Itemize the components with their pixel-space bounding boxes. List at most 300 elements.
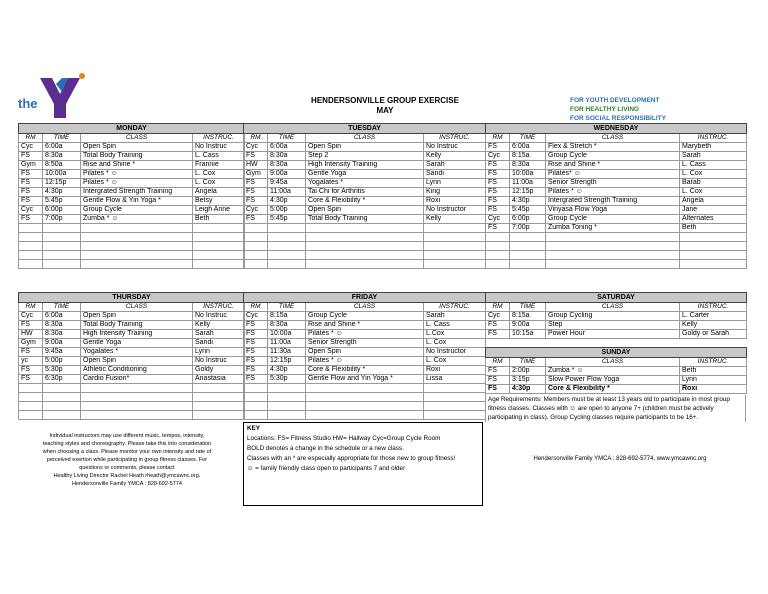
table-cell <box>486 260 510 269</box>
key-box <box>243 422 483 506</box>
table-cell: FS <box>19 179 43 188</box>
ymca-logo <box>18 70 90 120</box>
table-cell: 6:00p <box>510 215 546 224</box>
table-cell: Gym <box>19 161 43 170</box>
table-row <box>486 179 747 188</box>
table-cell: Cyc <box>244 206 268 215</box>
table-cell: Lynn <box>680 376 747 385</box>
tagline <box>570 96 666 123</box>
table-row <box>244 233 486 242</box>
table-cell: Core & Flexibility * <box>306 366 424 375</box>
saturday-schedule-table <box>485 292 747 339</box>
column-header-time: TIME <box>510 134 546 143</box>
table-cell: FS <box>486 170 510 179</box>
table-cell: FS <box>244 179 268 188</box>
table-cell <box>244 242 268 251</box>
table-cell: FS <box>486 179 510 188</box>
table-cell: L. Cox <box>424 357 486 366</box>
table-cell <box>244 384 268 393</box>
column-header-time: TIME <box>510 358 546 367</box>
table-cell: Alternates <box>680 215 747 224</box>
table-cell: L. Carter <box>680 312 747 321</box>
table-cell: Kelly <box>193 321 245 330</box>
monday-schedule-table <box>18 123 245 269</box>
table-cell: Open Spin <box>306 206 424 215</box>
table-cell: L. Cass <box>424 321 486 330</box>
table-row <box>244 366 486 375</box>
table-cell: Sarah <box>424 312 486 321</box>
table-cell: L. Cox <box>680 188 747 197</box>
table-row <box>19 393 245 402</box>
table-cell: Senior Strength <box>546 179 680 188</box>
table-cell: Vinyasa Flow Yoga <box>546 206 680 215</box>
table-row <box>244 224 486 233</box>
table-cell: No Instruc <box>193 143 245 152</box>
table-cell: 7:00p <box>510 224 546 233</box>
table-cell <box>81 233 193 242</box>
table-row <box>19 143 245 152</box>
table-row <box>19 357 245 366</box>
table-cell <box>19 411 43 420</box>
table-cell: Yogalates * <box>81 348 193 357</box>
column-header-time: TIME <box>510 303 546 312</box>
table-cell: FS <box>486 197 510 206</box>
table-row <box>486 367 747 376</box>
table-cell: FS <box>19 366 43 375</box>
table-cell: No Instruc <box>193 312 245 321</box>
table-cell: 11:00a <box>268 188 306 197</box>
table-cell: 5:30p <box>268 375 306 384</box>
table-cell: FS <box>486 143 510 152</box>
table-cell <box>43 242 81 251</box>
table-cell: Slow Power Flow Yoga <box>546 376 680 385</box>
column-header-rm: RM <box>244 303 268 312</box>
table-cell: Cyc <box>19 206 43 215</box>
table-cell <box>81 251 193 260</box>
table-cell <box>424 224 486 233</box>
table-cell: Cyc <box>486 312 510 321</box>
table-row <box>19 312 245 321</box>
friday-schedule-table <box>243 292 486 420</box>
table-cell <box>510 260 546 269</box>
table-cell <box>81 402 193 411</box>
table-row <box>19 375 245 384</box>
table-cell <box>306 224 424 233</box>
table-cell: Barab <box>680 179 747 188</box>
note-line: teaching styles and choreography. Please take this into consideration <box>42 441 212 447</box>
table-cell: Lynn <box>193 348 245 357</box>
table-row <box>19 179 245 188</box>
table-cell: 8:30a <box>43 152 81 161</box>
table-cell: 10:00a <box>510 170 546 179</box>
table-cell: FS <box>486 224 510 233</box>
column-header-class: CLASS <box>546 303 680 312</box>
table-cell: 10:00a <box>43 170 81 179</box>
key-title: KEY <box>247 425 260 432</box>
table-cell: 7:00p <box>43 215 81 224</box>
table-cell: 6:00p <box>43 206 81 215</box>
table-cell <box>510 242 546 251</box>
table-cell: Group Cycling <box>546 312 680 321</box>
column-header-class: CLASS <box>81 303 193 312</box>
table-cell <box>268 402 306 411</box>
table-cell <box>43 260 81 269</box>
table-row <box>19 366 245 375</box>
column-header-time: TIME <box>43 303 81 312</box>
tuesday-schedule-table <box>243 123 486 269</box>
table-cell: FS <box>244 339 268 348</box>
table-cell: Goldy <box>193 366 245 375</box>
tagline-youth: FOR YOUTH DEVELOPMENT <box>570 97 660 104</box>
table-cell <box>244 411 268 420</box>
table-cell <box>546 260 680 269</box>
table-row <box>19 402 245 411</box>
table-row <box>486 376 747 385</box>
table-cell: Anastasia <box>193 375 245 384</box>
table-cell <box>268 393 306 402</box>
table-cell <box>43 233 81 242</box>
table-row <box>19 224 245 233</box>
table-cell: 4:30p <box>268 197 306 206</box>
table-cell: 4:30p <box>510 197 546 206</box>
table-cell: 8:30a <box>510 161 546 170</box>
table-cell: FS <box>19 152 43 161</box>
table-cell <box>193 411 245 420</box>
table-cell: HW <box>19 330 43 339</box>
table-cell: Roxi <box>680 385 747 394</box>
table-cell: Kelly <box>680 321 747 330</box>
table-cell: 10:15a <box>510 330 546 339</box>
table-cell: FS <box>486 385 510 394</box>
table-row <box>486 152 747 161</box>
table-cell <box>306 411 424 420</box>
column-header-time: TIME <box>268 134 306 143</box>
table-row <box>486 233 747 242</box>
table-cell: 9:00a <box>510 321 546 330</box>
table-row <box>486 143 747 152</box>
table-cell: FS <box>19 375 43 384</box>
table-cell: Pilates * ☺ <box>306 330 424 339</box>
table-cell: Cyc <box>19 312 43 321</box>
table-cell: FS <box>244 375 268 384</box>
table-cell <box>306 260 424 269</box>
table-row <box>486 330 747 339</box>
table-cell <box>19 251 43 260</box>
column-header-instruc: INSTRUC. <box>680 303 747 312</box>
table-cell: Open Spin <box>81 143 193 152</box>
table-cell: L.Cox <box>424 330 486 339</box>
table-cell <box>486 233 510 242</box>
table-cell: Step 2 <box>306 152 424 161</box>
saturday-day-header: SATURDAY <box>486 293 747 303</box>
table-row <box>19 233 245 242</box>
table-cell: Gym <box>19 339 43 348</box>
table-row <box>244 215 486 224</box>
note-line: questions or comments, please contact <box>79 465 175 471</box>
key-bold-note: BOLD denotes a change in the schedule or a new class. <box>247 445 404 452</box>
table-cell: FS <box>244 197 268 206</box>
table-row <box>486 161 747 170</box>
table-row <box>19 170 245 179</box>
table-cell: FS <box>486 330 510 339</box>
table-cell: No Instructor <box>424 206 486 215</box>
column-header-rm: RM <box>244 134 268 143</box>
monday-day-header: MONDAY <box>19 124 245 134</box>
table-cell: FS <box>486 188 510 197</box>
table-cell: 9:45a <box>43 348 81 357</box>
table-cell: FS <box>19 170 43 179</box>
note-line: Healthy Living Director Rachel Heath rheath@ymcawnc.org. <box>53 473 201 479</box>
table-cell: Lynn <box>424 179 486 188</box>
table-cell: FS <box>244 366 268 375</box>
table-cell <box>268 224 306 233</box>
column-header-instruc: INSTRUC. <box>680 134 747 143</box>
table-cell: FS <box>486 367 510 376</box>
table-cell: Intergrated Strength Training <box>81 188 193 197</box>
table-cell: 6:00a <box>268 143 306 152</box>
table-cell: Flex & Stretch * <box>546 143 680 152</box>
key-locations: Locations: FS= Fitness Studio HW= Hallway Cyc=Group Cycle Room <box>247 435 441 442</box>
table-row <box>244 179 486 188</box>
column-header-rm: RM <box>486 303 510 312</box>
table-row <box>19 188 245 197</box>
table-row <box>486 385 747 394</box>
table-cell: 5:30p <box>43 366 81 375</box>
table-cell: Pilates * ☺ <box>81 179 193 188</box>
wednesday-day-header: WEDNESDAY <box>486 124 747 134</box>
table-cell: FS <box>486 321 510 330</box>
table-row <box>19 339 245 348</box>
table-cell: 8:15a <box>268 312 306 321</box>
table-row <box>486 321 747 330</box>
table-row <box>19 206 245 215</box>
table-cell: Group Cycle <box>546 215 680 224</box>
table-cell: 5:45p <box>43 197 81 206</box>
table-cell: Cardio Fusion* <box>81 375 193 384</box>
table-cell: L. Cox <box>193 179 245 188</box>
table-cell: Gentle Flow and Yin Yoga * <box>306 375 424 384</box>
table-cell <box>244 224 268 233</box>
table-cell <box>268 251 306 260</box>
table-cell <box>81 411 193 420</box>
table-cell: FS <box>19 348 43 357</box>
table-cell: FS <box>19 321 43 330</box>
thursday-day-header: THURSDAY <box>19 293 245 303</box>
table-cell: Group Cycle <box>546 152 680 161</box>
table-row <box>19 330 245 339</box>
table-cell: L. Cass <box>193 152 245 161</box>
table-cell: Power Hour <box>546 330 680 339</box>
ymca-contact: Hendersonville Family YMCA : 828-692-5774, www.ymcawnc.org <box>533 456 707 462</box>
table-cell <box>193 251 245 260</box>
table-cell: Angela <box>680 197 747 206</box>
table-cell <box>424 384 486 393</box>
tuesday-day-header: TUESDAY <box>244 124 486 134</box>
table-cell: Sarah <box>680 152 747 161</box>
table-cell <box>43 402 81 411</box>
table-cell: Zumba * ☺ <box>546 367 680 376</box>
table-row <box>19 411 245 420</box>
column-header-instruc: INSTRUC. <box>424 303 486 312</box>
table-cell <box>680 260 747 269</box>
table-row <box>486 260 747 269</box>
table-row <box>244 188 486 197</box>
table-cell: 11:00a <box>268 339 306 348</box>
table-cell: Core & Flexibility * <box>546 385 680 394</box>
table-cell: Group Cycle <box>81 206 193 215</box>
table-cell: No Instruc <box>193 357 245 366</box>
table-cell <box>424 260 486 269</box>
table-cell: Zumba Toning * <box>546 224 680 233</box>
note-line: Individual instructors may use different music, tempos, intensity, <box>49 433 205 439</box>
table-cell: Jane <box>680 206 747 215</box>
title-line1: HENDERSONVILLE GROUP EXERCISE <box>311 96 459 105</box>
note-line: perceived exertion while participating in group fitness classes. For <box>46 457 208 463</box>
table-cell: 11:00a <box>510 179 546 188</box>
table-cell: 8:15a <box>510 312 546 321</box>
table-cell <box>43 224 81 233</box>
table-row <box>486 215 747 224</box>
table-cell: 5:45p <box>268 215 306 224</box>
table-cell: Roxi <box>424 197 486 206</box>
table-cell: Rise and Shine * <box>306 321 424 330</box>
table-cell <box>268 242 306 251</box>
table-cell <box>546 251 680 260</box>
table-cell: FS <box>244 357 268 366</box>
column-header-instruc: INSTRUC. <box>424 134 486 143</box>
table-cell <box>193 224 245 233</box>
table-cell <box>193 242 245 251</box>
table-cell: Angela <box>193 188 245 197</box>
table-cell: Rise and Shine * <box>546 161 680 170</box>
table-cell: Rise and Shine * <box>81 161 193 170</box>
table-row <box>486 197 747 206</box>
column-header-class: CLASS <box>306 134 424 143</box>
table-cell <box>424 411 486 420</box>
table-cell: Cyc <box>244 143 268 152</box>
thursday-schedule-table <box>18 292 245 420</box>
table-cell: Gentle Yoga <box>81 339 193 348</box>
table-cell <box>306 402 424 411</box>
table-cell <box>268 233 306 242</box>
note-line: when choosing a class. Please monitor your own intensity and rate of <box>42 449 212 455</box>
table-row <box>486 312 747 321</box>
table-row <box>19 152 245 161</box>
table-cell: Beth <box>680 367 747 376</box>
table-cell <box>43 384 81 393</box>
key-asterisk-note: Classes with an * are especially appropriate for those new to group fitness! <box>247 455 456 462</box>
table-cell: Gentle Flow & Yin Yoga * <box>81 197 193 206</box>
table-cell: Lissa <box>424 375 486 384</box>
table-cell: Step <box>546 321 680 330</box>
table-cell: 9:00a <box>43 339 81 348</box>
table-cell: 12:15p <box>510 188 546 197</box>
table-row <box>486 251 747 260</box>
table-row <box>486 206 747 215</box>
table-cell: 8:30a <box>268 152 306 161</box>
table-cell: FS <box>486 161 510 170</box>
table-cell <box>306 393 424 402</box>
table-row <box>244 330 486 339</box>
table-cell: FS <box>486 376 510 385</box>
title-line2: MAY <box>376 106 394 115</box>
key-smiley-note: ☺ = family friendly class open to participants 7 and older <box>247 465 406 472</box>
table-cell: 8:30a <box>43 321 81 330</box>
logo-text: the <box>18 96 38 111</box>
table-cell: Sandi <box>193 339 245 348</box>
table-cell: 2:00p <box>510 367 546 376</box>
table-row <box>244 357 486 366</box>
table-cell <box>19 384 43 393</box>
table-cell: 9:00a <box>268 170 306 179</box>
table-cell: Open Spin <box>81 312 193 321</box>
table-cell: Marybeth <box>680 143 747 152</box>
table-cell: 8:50a <box>43 161 81 170</box>
table-cell <box>268 260 306 269</box>
table-cell: Pilates * ☺ <box>306 357 424 366</box>
table-row <box>244 152 486 161</box>
table-cell <box>244 260 268 269</box>
table-cell: FS <box>19 215 43 224</box>
table-cell <box>680 251 747 260</box>
table-cell <box>424 233 486 242</box>
table-cell: Tai Chi for Arthritis <box>306 188 424 197</box>
table-cell <box>268 384 306 393</box>
table-cell: Core & Flexibility * <box>306 197 424 206</box>
table-cell <box>424 242 486 251</box>
table-cell: Frannie <box>193 161 245 170</box>
column-header-rm: RM <box>486 134 510 143</box>
table-row <box>19 215 245 224</box>
table-cell <box>81 224 193 233</box>
table-cell: Betsy <box>193 197 245 206</box>
table-row <box>244 393 486 402</box>
column-header-class: CLASS <box>81 134 193 143</box>
column-header-class: CLASS <box>546 134 680 143</box>
table-row <box>244 251 486 260</box>
table-cell: FS <box>244 215 268 224</box>
table-cell <box>306 251 424 260</box>
table-cell: yc <box>19 357 43 366</box>
table-cell <box>510 251 546 260</box>
table-cell <box>43 251 81 260</box>
table-row <box>19 197 245 206</box>
table-cell <box>43 393 81 402</box>
table-cell <box>193 233 245 242</box>
table-cell <box>486 251 510 260</box>
table-cell: HW <box>244 161 268 170</box>
table-cell: High Intensity Training <box>306 161 424 170</box>
table-cell: 6:00a <box>510 143 546 152</box>
table-cell: King <box>424 188 486 197</box>
table-cell: Athletic Conditioning <box>81 366 193 375</box>
table-cell: 12:15p <box>43 179 81 188</box>
table-cell <box>81 384 193 393</box>
table-cell: Beth <box>193 215 245 224</box>
table-cell: Open Spin <box>306 143 424 152</box>
note-line: Hendersonville Family YMCA : 828-692-5774 <box>72 481 182 487</box>
column-header-rm: RM <box>19 303 43 312</box>
table-row <box>244 411 486 420</box>
table-cell: Yogalates * <box>306 179 424 188</box>
table-cell: Pilates* ☺ <box>546 170 680 179</box>
sunday-schedule-table <box>485 347 747 394</box>
table-cell: 8:15a <box>510 152 546 161</box>
table-cell: 8:30a <box>268 161 306 170</box>
table-cell: FS <box>244 152 268 161</box>
table-cell: L. Cass <box>680 161 747 170</box>
table-row <box>244 321 486 330</box>
